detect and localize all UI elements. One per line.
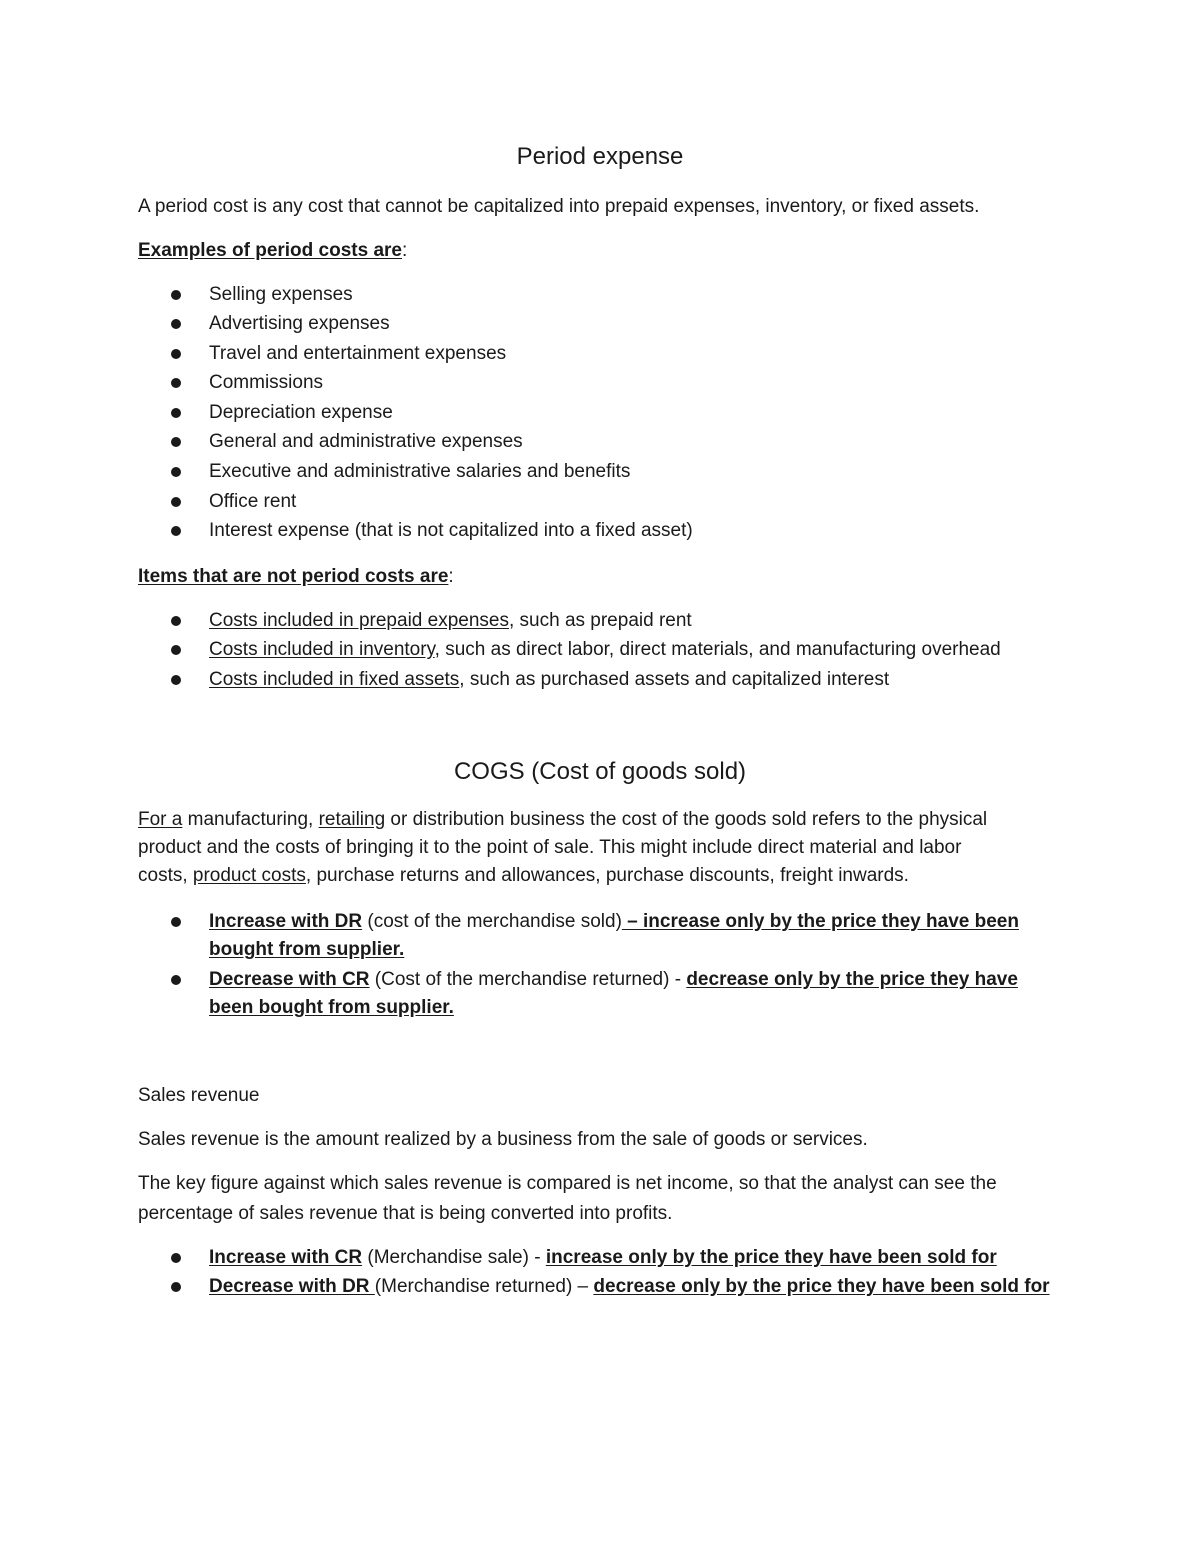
bullet-icon bbox=[171, 975, 181, 985]
link-retailing[interactable]: retailing bbox=[318, 809, 386, 830]
bullet-icon bbox=[171, 290, 181, 300]
rule-note: increase only by the price they have been sold for bbox=[545, 1247, 997, 1268]
list-item-rest: , such as purchased assets and capitalized interest bbox=[459, 669, 890, 690]
cogs-title: COGS (Cost of goods sold) bbox=[453, 758, 747, 785]
cogs-increase-rule bbox=[209, 911, 1019, 933]
list-item bbox=[209, 639, 1001, 661]
sales-decrease-rule bbox=[209, 1276, 1050, 1298]
cogs-paragraph-line-2: product and the costs of bringing it to the point of sale. This might include direct material and labor bbox=[138, 837, 962, 858]
rule-label: Increase with DR bbox=[209, 911, 363, 932]
list-item bbox=[209, 669, 889, 691]
bullet-icon bbox=[171, 1282, 181, 1292]
sales-revenue-heading: Sales revenue bbox=[138, 1085, 260, 1106]
list-item: General and administrative expenses bbox=[209, 431, 523, 452]
text-run: costs, bbox=[138, 865, 193, 886]
bullet-icon bbox=[171, 437, 181, 447]
sales-revenue-paragraph-line-1: The key figure against which sales revenue is compared is net income, so that the analyst can see the bbox=[138, 1173, 997, 1194]
link-fixed-assets[interactable]: Costs included in fixed assets bbox=[209, 669, 460, 690]
rule-note: bought from supplier. bbox=[209, 939, 405, 960]
bullet-icon bbox=[171, 917, 181, 927]
cogs-paragraph-line-1 bbox=[138, 809, 987, 831]
not-period-costs-heading bbox=[138, 566, 454, 588]
bullet-icon bbox=[171, 349, 181, 359]
link-product-costs[interactable]: product costs bbox=[192, 865, 306, 886]
list-item: Selling expenses bbox=[209, 284, 353, 305]
list-item: Advertising expenses bbox=[209, 313, 390, 334]
cogs-decrease-rule-line-2 bbox=[209, 997, 454, 1019]
cogs-increase-rule-line-2 bbox=[209, 939, 404, 961]
cogs-decrease-rule bbox=[209, 969, 1018, 991]
list-item-rest: , such as prepaid rent bbox=[508, 610, 692, 631]
not-period-costs-heading-colon: : bbox=[448, 566, 454, 587]
bullet-icon bbox=[171, 319, 181, 329]
bullet-icon bbox=[171, 467, 181, 477]
not-period-costs-heading-text: Items that are not period costs are bbox=[138, 566, 449, 587]
rule-label: Decrease with CR bbox=[209, 969, 370, 990]
bullet-icon bbox=[171, 1253, 181, 1263]
list-item: Executive and administrative salaries and benefits bbox=[209, 461, 631, 482]
rule-note: decrease only by the price they have bbox=[686, 969, 1018, 990]
list-item: Travel and entertainment expenses bbox=[209, 343, 507, 364]
list-item: Interest expense (that is not capitalized into a fixed asset) bbox=[209, 520, 693, 541]
rule-detail: (Merchandise sale) - bbox=[362, 1247, 546, 1268]
examples-heading-text: Examples of period costs are bbox=[138, 240, 402, 261]
bullet-icon bbox=[171, 616, 181, 626]
rule-note: decrease only by the price they have been sold for bbox=[593, 1276, 1050, 1297]
link-prepaid-expenses[interactable]: Costs included in prepaid expenses bbox=[209, 610, 509, 631]
bullet-icon bbox=[171, 497, 181, 507]
list-item: Commissions bbox=[209, 372, 324, 393]
text-run: , purchase returns and allowances, purchase discounts, freight inwards. bbox=[305, 865, 909, 886]
sales-revenue-definition: Sales revenue is the amount realized by a business from the sale of goods or services. bbox=[138, 1129, 868, 1150]
cogs-paragraph-line-3 bbox=[138, 865, 909, 887]
bullet-icon bbox=[171, 378, 181, 388]
rule-note: – increase only by the price they have been bbox=[621, 911, 1019, 932]
bullet-icon bbox=[171, 675, 181, 685]
rule-label: Increase with CR bbox=[209, 1247, 363, 1268]
period-expense-title: Period expense bbox=[516, 143, 684, 170]
period-cost-definition: A period cost is any cost that cannot be capitalized into prepaid expenses, inventory, or fixed assets. bbox=[138, 196, 980, 217]
rule-note: been bought from supplier. bbox=[209, 997, 454, 1018]
bullet-icon bbox=[171, 645, 181, 655]
list-item: Office rent bbox=[209, 491, 297, 512]
list-item: Depreciation expense bbox=[209, 402, 393, 423]
rule-detail: (cost of the merchandise sold) bbox=[362, 911, 622, 932]
rule-detail: (Cost of the merchandise returned) - bbox=[369, 969, 687, 990]
rule-detail: (Merchandise returned) – bbox=[374, 1276, 594, 1297]
list-item bbox=[209, 610, 692, 632]
sales-revenue-paragraph-line-2: percentage of sales revenue that is being converted into profits. bbox=[138, 1203, 673, 1224]
rule-label: Decrease with DR bbox=[209, 1276, 375, 1297]
text-run: or distribution business the cost of the goods sold refers to the physical bbox=[385, 809, 988, 830]
link-for-a[interactable]: For a bbox=[138, 809, 183, 830]
bullet-icon bbox=[171, 408, 181, 418]
bullet-icon bbox=[171, 526, 181, 536]
link-inventory[interactable]: Costs included in inventory bbox=[209, 639, 435, 660]
examples-heading-colon: : bbox=[402, 240, 408, 261]
text-run: manufacturing, bbox=[182, 809, 319, 830]
list-item-rest: , such as direct labor, direct materials, and manufacturing overhead bbox=[434, 639, 1001, 660]
examples-heading bbox=[138, 240, 407, 262]
sales-increase-rule bbox=[209, 1247, 997, 1269]
